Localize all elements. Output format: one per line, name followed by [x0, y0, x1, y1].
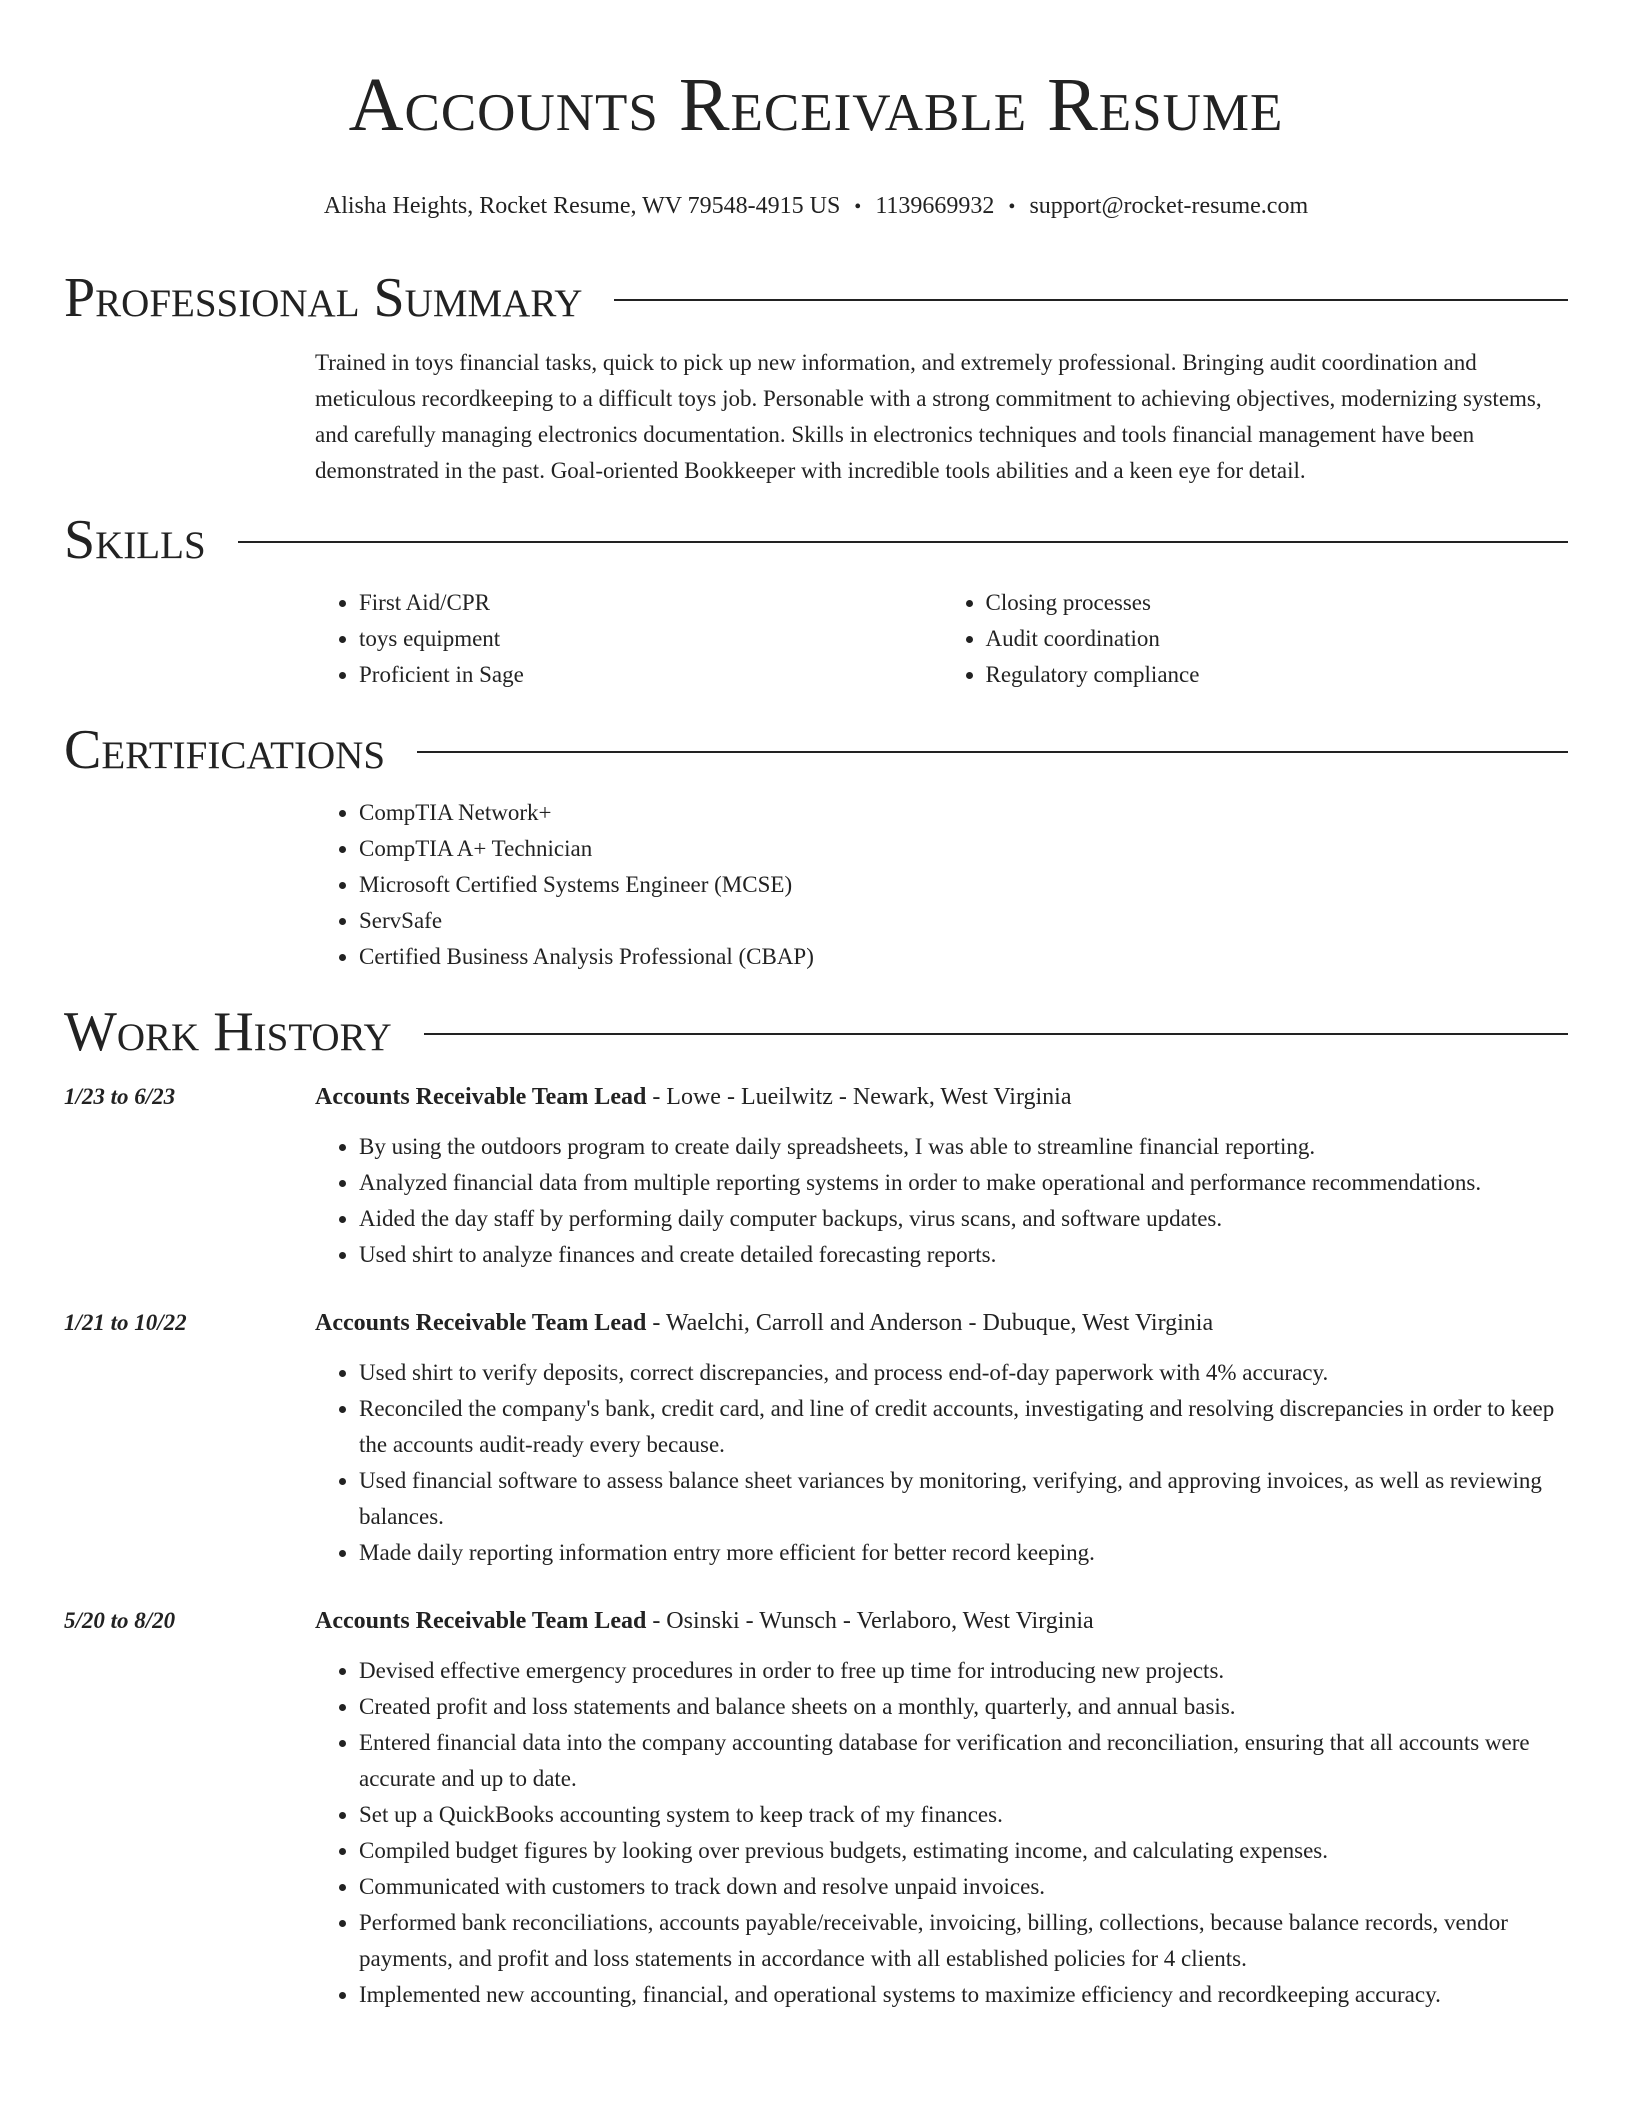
job-bullet: • Used financial software to assess balance sheet variances by monitoring, verifying, and approving invoices, as well as reviewing balances.: [359, 1463, 1568, 1535]
job-title-line: [315, 1603, 1568, 1639]
job-bullet: • Analyzed financial data from multiple reporting systems in order to make operational and performance recommendations.: [359, 1165, 1568, 1201]
skill-item: • Audit coordination: [986, 621, 1569, 657]
skill-item: • toys equipment: [359, 621, 942, 657]
skill-item: • Proficient in Sage: [359, 657, 942, 693]
contact-phone: 1139669932: [875, 193, 995, 219]
job-company: - Osinski - Wunsch - Verlaboro, West Virginia: [646, 1608, 1094, 1634]
job-details: [315, 1603, 1568, 2013]
skill-item: • First Aid/CPR: [359, 585, 942, 621]
job-details: [315, 1079, 1568, 1273]
certifications-section: [315, 795, 1568, 975]
summary-section-header: [64, 265, 1568, 331]
job-dates: 5/20 to 8/20: [64, 1608, 176, 1633]
job-bullet: • Entered financial data into the company accounting database for verification and reconciliation, ensuring that all accounts were accurate and up to date.: [359, 1725, 1568, 1797]
summary-text: Trained in toys financial tasks, quick to pick up new information, and extremely professional. Bringing audit coordination and meticulous recordkeeping to a difficult toys job. Personable with a strong commitment to achieving objectives, modernizing systems, and carefully managing electronics documentation. Skills in electronics techniques and tools financial management have been demonstrated in the past. Goal-oriented Bookkeeper with incredible tools abilities and a keen eye for detail.: [315, 350, 1542, 483]
section-divider: [614, 299, 1568, 301]
certification-item: • CompTIA Network+: [359, 795, 1568, 831]
summary-section: [315, 345, 1568, 489]
job-entry: [64, 1305, 1568, 1571]
contact-separator: •: [1008, 196, 1016, 218]
certifications-section-header: [64, 717, 1568, 783]
job-bullet: • Performed bank reconciliations, accounts payable/receivable, invoicing, billing, collections, because balance records, vendor payments, and profit and loss statements in accordance with all established policies for 4 clients.: [359, 1905, 1568, 1977]
work-history-section-header: [64, 999, 1568, 1065]
section-divider: [417, 751, 1568, 753]
job-entry: [64, 1603, 1568, 2013]
job-bullets: [315, 1129, 1568, 1273]
job-company: - Waelchi, Carroll and Anderson - Dubuque, West Virginia: [646, 1310, 1214, 1336]
document-title: Accounts Receivable Resume: [348, 63, 1284, 147]
job-bullet: • Implemented new accounting, financial, and operational systems to maximize efficiency and recordkeeping accuracy.: [359, 1977, 1568, 2013]
summary-heading: Professional Summary: [64, 267, 583, 329]
skills-grid: [315, 585, 1568, 693]
skills-section-header: [64, 507, 1568, 573]
job-bullet: • Set up a QuickBooks accounting system to keep track of my finances.: [359, 1797, 1568, 1833]
section-divider: [238, 541, 1568, 543]
certification-item: • Microsoft Certified Systems Engineer (MCSE): [359, 867, 1568, 903]
skills-list-left: [315, 585, 942, 693]
job-title: Accounts Receivable Team Lead: [315, 1084, 647, 1110]
job-bullet: • Created profit and loss statements and balance sheets on a monthly, quarterly, and annual basis.: [359, 1689, 1568, 1725]
section-divider: [424, 1033, 1568, 1035]
job-bullets: [315, 1355, 1568, 1571]
job-bullets: [315, 1653, 1568, 2013]
job-bullet: • Made daily reporting information entry more efficient for better record keeping.: [359, 1535, 1568, 1571]
job-bullet: • Devised effective emergency procedures in order to free up time for introducing new projects.: [359, 1653, 1568, 1689]
skill-item: • Regulatory compliance: [986, 657, 1569, 693]
contact-separator: •: [854, 196, 862, 218]
job-title-line: [315, 1305, 1568, 1341]
job-entry: [64, 1079, 1568, 1273]
skill-item: • Closing processes: [986, 585, 1569, 621]
skills-heading: Skills: [64, 509, 206, 571]
job-bullet: • Used shirt to verify deposits, correct discrepancies, and process end-of-day paperwork with 4% accuracy.: [359, 1355, 1568, 1391]
job-bullet: • By using the outdoors program to create daily spreadsheets, I was able to streamline financial reporting.: [359, 1129, 1568, 1165]
job-bullet: • Compiled budget figures by looking over previous budgets, estimating income, and calculating expenses.: [359, 1833, 1568, 1869]
job-bullet: • Reconciled the company's bank, credit card, and line of credit accounts, investigating and resolving discrepancies in order to keep the accounts audit-ready every because.: [359, 1391, 1568, 1463]
certification-item: • CompTIA A+ Technician: [359, 831, 1568, 867]
job-title: Accounts Receivable Team Lead: [315, 1608, 647, 1634]
certification-item: • Certified Business Analysis Professional (CBAP): [359, 939, 1568, 975]
job-bullet: • Communicated with customers to track down and resolve unpaid invoices.: [359, 1869, 1568, 1905]
job-company: - Lowe - Lueilwitz - Newark, West Virginia: [646, 1084, 1072, 1110]
job-dates: 1/21 to 10/22: [64, 1310, 187, 1335]
skills-section: [315, 585, 1568, 693]
contact-email[interactable]: support@rocket-resume.com: [1029, 193, 1309, 219]
skills-list-right: [942, 585, 1569, 693]
contact-line: [64, 190, 1568, 223]
work-history-heading: Work History: [64, 1001, 392, 1063]
job-title-line: [315, 1079, 1568, 1115]
certifications-heading: Certifications: [64, 719, 386, 781]
job-details: [315, 1305, 1568, 1571]
job-bullet: • Aided the day staff by performing daily computer backups, virus scans, and software updates.: [359, 1201, 1568, 1237]
certification-item: • ServSafe: [359, 903, 1568, 939]
job-title: Accounts Receivable Team Lead: [315, 1310, 647, 1336]
job-dates: 1/23 to 6/23: [64, 1084, 176, 1109]
certifications-list: [315, 795, 1568, 975]
contact-address: Alisha Heights, Rocket Resume, WV 79548-4915 US: [323, 193, 841, 219]
job-bullet: • Used shirt to analyze finances and create detailed forecasting reports.: [359, 1237, 1568, 1273]
